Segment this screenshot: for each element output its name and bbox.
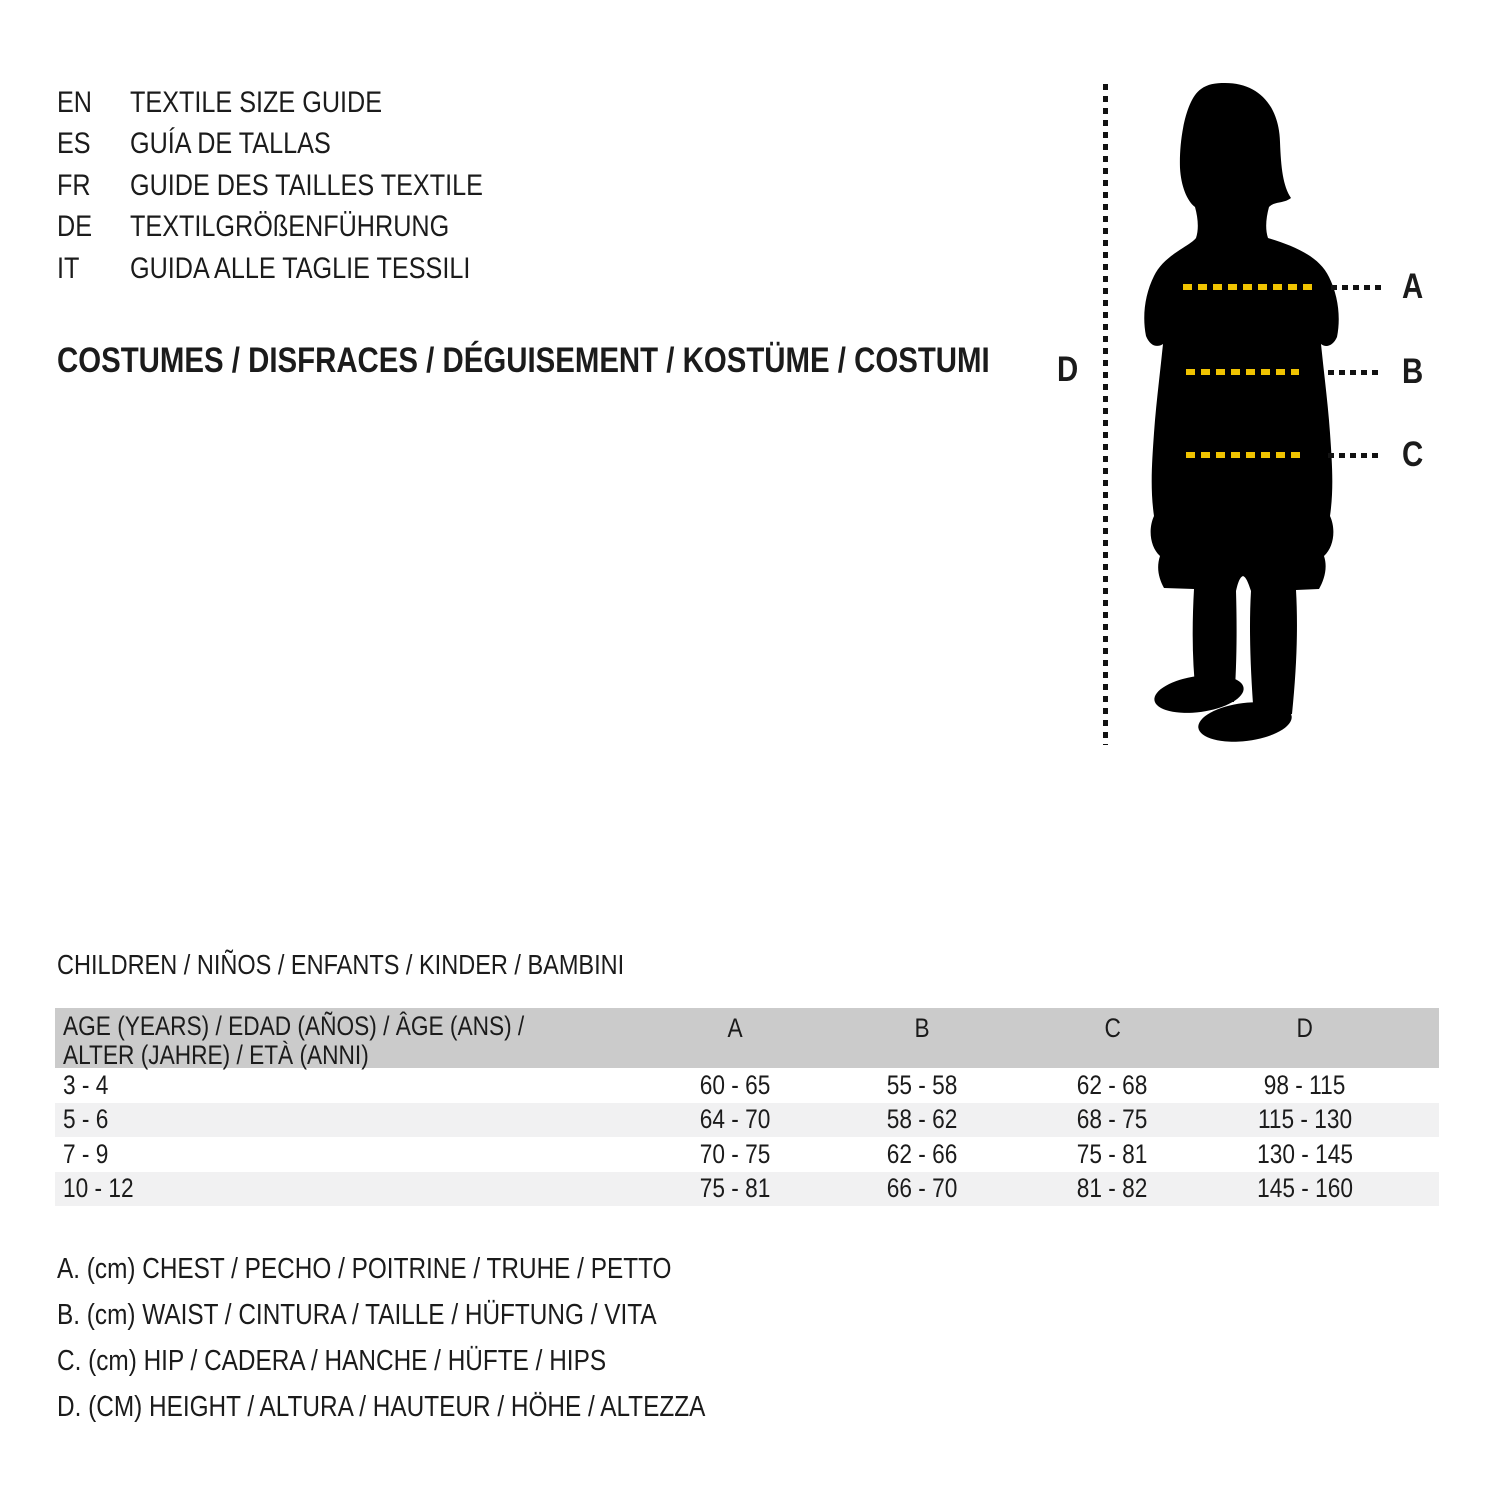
age-cell: 3 - 4	[63, 1069, 109, 1100]
measurement-legend	[57, 1246, 829, 1430]
hip-cell: 68 - 75	[1077, 1104, 1148, 1135]
children-size-table	[55, 1008, 1439, 1206]
hip-cell: 62 - 68	[1077, 1069, 1148, 1100]
legend-item-chest: A. (cm) CHEST / PECHO / POITRINE / TRUHE / PETTO	[57, 1252, 672, 1285]
legend-item-waist: B. (cm) WAIST / CINTURA / TAILLE / HÜFTUNG / VITA	[57, 1298, 657, 1331]
legend-item-hip: C. (cm) HIP / CADERA / HANCHE / HÜFTE / HIPS	[57, 1344, 607, 1377]
column-header-b: B	[914, 1013, 931, 1043]
language-row-fr	[57, 165, 550, 207]
column-header-d: D	[1296, 1013, 1314, 1043]
chest-cell: 70 - 75	[699, 1138, 771, 1169]
table-row	[55, 1068, 1439, 1103]
language-title: TEXTILGRÖßENFÜHRUNG	[130, 210, 450, 244]
column-header-a: A	[727, 1013, 743, 1043]
waist-measure-label: B	[1402, 352, 1424, 391]
table-header-row	[55, 1008, 1439, 1068]
waist-cell: 62 - 66	[887, 1138, 958, 1169]
waist-measure-line	[1186, 369, 1299, 375]
chest-measure-line	[1183, 284, 1312, 290]
waist-callout-line	[1328, 370, 1383, 375]
language-code: EN	[57, 85, 93, 119]
language-code: ES	[57, 127, 91, 161]
category-heading: COSTUMES / DISFRACES / DÉGUISEMENT / KOSTÜME / COSTUMI	[57, 341, 990, 380]
height-cell: 98 - 115	[1264, 1069, 1346, 1100]
table-section-title: CHILDREN / NIÑOS / ENFANTS / KINDER / BAMBINI	[57, 949, 625, 980]
age-cell: 10 - 12	[63, 1173, 134, 1204]
age-cell: 7 - 9	[63, 1138, 109, 1169]
height-cell: 145 - 160	[1257, 1173, 1353, 1204]
chest-cell: 60 - 65	[699, 1069, 771, 1100]
hip-cell: 81 - 82	[1077, 1173, 1148, 1204]
language-row-it	[57, 248, 550, 290]
age-cell: 5 - 6	[63, 1104, 109, 1135]
language-row-es	[57, 124, 550, 166]
hip-callout-line	[1328, 453, 1380, 458]
height-cell: 115 - 130	[1257, 1104, 1353, 1135]
child-silhouette	[1135, 80, 1393, 746]
table-row	[55, 1137, 1439, 1172]
height-measure-label: D	[1057, 350, 1079, 389]
waist-cell: 58 - 62	[887, 1104, 958, 1135]
legend-item-height: D. (CM) HEIGHT / ALTURA / HAUTEUR / HÖHE / ALTEZZA	[57, 1390, 706, 1423]
language-code: DE	[57, 210, 93, 244]
language-row-en	[57, 82, 550, 124]
waist-cell: 55 - 58	[887, 1069, 958, 1100]
height-cell: 130 - 145	[1257, 1138, 1353, 1169]
waist-cell: 66 - 70	[887, 1173, 958, 1204]
language-title: TEXTILE SIZE GUIDE	[130, 85, 383, 119]
language-title: GUIDA ALLE TAGLIE TESSILI	[130, 251, 471, 285]
language-title: GUÍA DE TALLAS	[130, 127, 331, 161]
age-column-header: AGE (YEARS) / EDAD (AÑOS) / ÂGE (ANS) / ALTER (JAHRE) / ETÀ (ANNI)	[63, 1011, 525, 1070]
height-dotted-line	[1103, 84, 1108, 745]
language-title: GUIDE DES TAILLES TEXTILE	[130, 168, 483, 202]
chest-cell: 75 - 81	[699, 1173, 771, 1204]
language-code: IT	[57, 251, 80, 285]
chest-measure-label: A	[1402, 267, 1424, 306]
table-row	[55, 1172, 1439, 1207]
language-row-de	[57, 207, 550, 249]
language-code: FR	[57, 168, 91, 202]
hip-measure-line	[1186, 452, 1305, 458]
hip-cell: 75 - 81	[1077, 1138, 1148, 1169]
chest-cell: 64 - 70	[699, 1104, 771, 1135]
hip-measure-label: C	[1402, 435, 1424, 474]
language-title-list	[57, 82, 550, 290]
column-header-c: C	[1104, 1013, 1121, 1043]
chest-callout-line	[1331, 285, 1384, 290]
table-row	[55, 1103, 1439, 1138]
